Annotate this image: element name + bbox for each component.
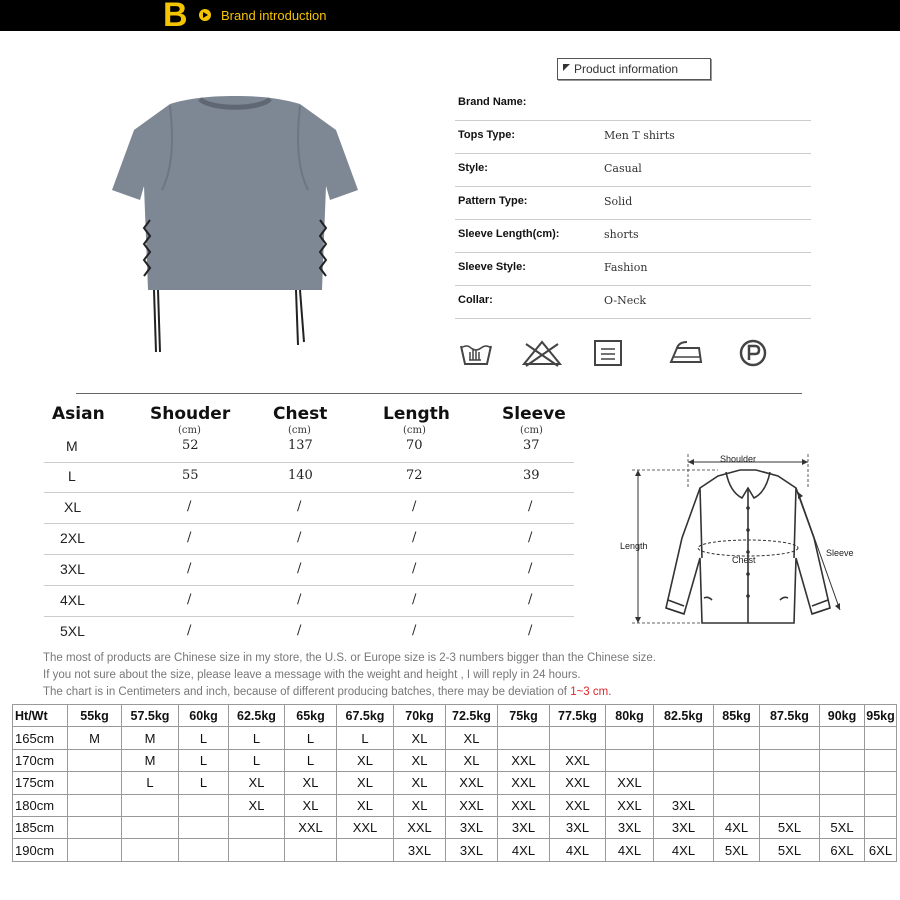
size-row: 5XL / / / / bbox=[60, 623, 533, 639]
size-unit-chest: (cm) bbox=[288, 425, 311, 436]
size-row: 3XL / / / / bbox=[44, 555, 574, 586]
no-bleach-icon bbox=[520, 338, 564, 368]
diagram-label-chest: Chest bbox=[732, 555, 756, 565]
measurement-diagram bbox=[618, 448, 868, 633]
spec-row-sleeve-length: Sleeve Length(cm): shorts bbox=[455, 220, 811, 253]
tumble-dry-icon bbox=[592, 338, 624, 368]
spec-row-sleeve-style: Sleeve Style: Fashion bbox=[455, 253, 811, 286]
size-row: L 55 140 72 39 bbox=[44, 462, 574, 493]
spec-row-brand-name: Brand Name: bbox=[455, 88, 811, 121]
diagram-label-length: Length bbox=[620, 541, 648, 551]
size-unit-shoulder: (cm) bbox=[178, 425, 201, 436]
table-row: 180cm XL XL XL XL XXL XXL XXL XXL 3XL bbox=[13, 794, 897, 816]
size-row: XL / / / / bbox=[44, 493, 574, 524]
diagram-label-sleeve: Sleeve bbox=[826, 548, 854, 558]
table-row: 175cm L L XL XL XL XL XXL XXL XXL XXL bbox=[13, 772, 897, 794]
spec-row-style: Style: Casual bbox=[455, 154, 811, 187]
size-unit-length: (cm) bbox=[403, 425, 426, 436]
brand-header-bar bbox=[0, 0, 900, 34]
iron-icon bbox=[667, 338, 705, 368]
brand-logo-letter: B bbox=[163, 0, 188, 34]
brand-header-title: Brand introduction bbox=[221, 8, 327, 23]
table-row: 170cm M L L L XL XL XL XXL XXL bbox=[13, 749, 897, 771]
table-header-row: Ht/Wt 55kg 57.5kg 60kg 62.5kg 65kg 67.5kg 70kg 72.5kg 75kg 77.5kg 80kg 82.5kg 85kg 87.5kg 90kg 95kg bbox=[13, 705, 897, 727]
size-row: 2XL / / / / bbox=[44, 524, 574, 555]
section-divider bbox=[76, 393, 802, 394]
size-row: M 52 137 70 37 bbox=[44, 432, 574, 463]
size-row: 4XL / / / / bbox=[44, 586, 574, 617]
table-row: 185cm XXL XXL XXL 3XL 3XL 3XL 3XL 3XL 4XL 5XL 5XL bbox=[13, 816, 897, 838]
product-information-title: Product information bbox=[557, 58, 711, 80]
product-photo bbox=[100, 90, 370, 360]
size-header-asian: Asian bbox=[52, 404, 105, 424]
size-header-length: Length bbox=[383, 404, 450, 424]
size-unit-sleeve: (cm) bbox=[520, 425, 543, 436]
table-row: 165cm M M L L L L XL XL bbox=[13, 727, 897, 749]
size-header-chest: Chest bbox=[273, 404, 328, 424]
size-header-sleeve: Sleeve bbox=[502, 404, 566, 424]
play-bullet-icon bbox=[199, 9, 211, 21]
dry-clean-p-icon bbox=[737, 338, 769, 368]
flag-icon bbox=[563, 64, 570, 71]
spec-row-tops-type: Tops Type: Men T shirts bbox=[455, 121, 811, 154]
height-weight-table bbox=[12, 704, 897, 862]
note-line-2: If you not sure about the size, please leave a message with the weight and height , I will reply in 24 hours. bbox=[43, 669, 581, 681]
diagram-label-shoulder: Shoulder bbox=[720, 454, 757, 464]
table-row: 190cm 3XL 3XL 4XL 4XL 4XL 4XL 5XL 5XL 6XL 6XL bbox=[13, 839, 897, 861]
spec-row-pattern-type: Pattern Type: Solid bbox=[455, 187, 811, 220]
note-line-3: The chart is in Centimeters and inch, because of different producing batches, there may be deviation of 1~3 cm. bbox=[43, 686, 612, 698]
spec-row-collar: Collar: O-Neck bbox=[455, 286, 811, 319]
deviation-highlight: 1~3 cm. bbox=[570, 686, 612, 698]
size-header-shoulder: Shouder bbox=[150, 404, 231, 424]
hand-wash-icon bbox=[458, 338, 494, 368]
note-line-1: The most of products are Chinese size in my store, the U.S. or Europe size is 2-3 numbers bigger than the Chinese size. bbox=[43, 652, 656, 664]
